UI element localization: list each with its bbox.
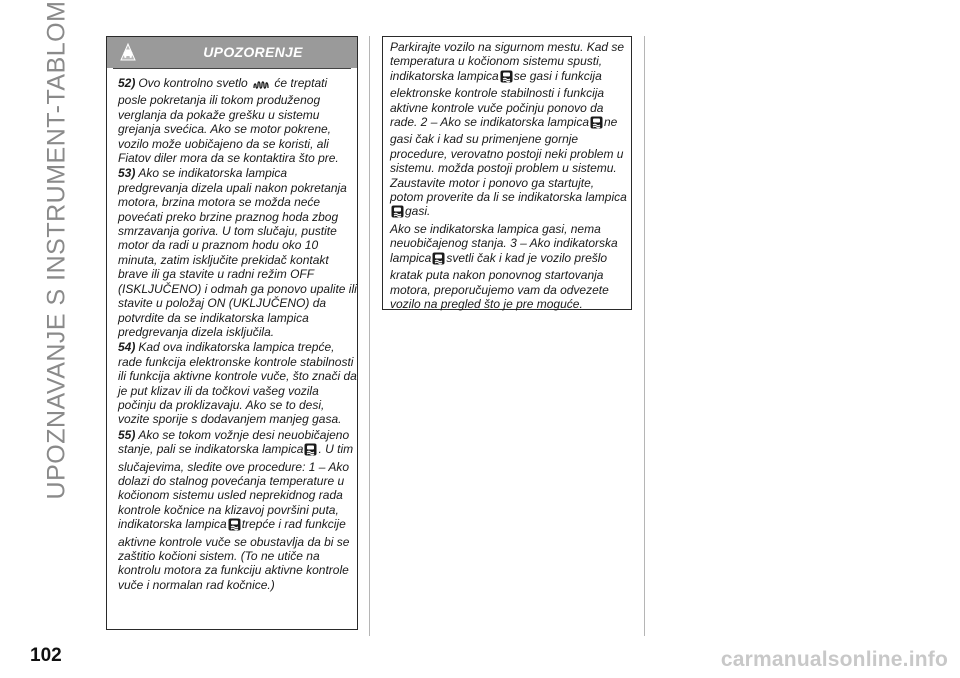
glow-plug-icon <box>252 79 270 93</box>
item-number: 53) <box>118 166 136 181</box>
stability-control-icon <box>500 70 513 86</box>
warning-item-54 <box>118 340 358 426</box>
continuation-paragraph <box>390 40 630 222</box>
warning-item-55 <box>118 428 358 592</box>
text-segment: se gasi i funkcija elektronske kontrole stabilnosti i funkcija aktivne kontrole vuče počinju ponovo da rade. 2 – Ako se indikatorska lampica <box>390 68 605 130</box>
stability-control-icon <box>590 116 603 132</box>
item-text: trepće i rad funkcije aktivne kontrole vuče se obustavlja da bi se zaštitio kočioni sistem. (To ne utiče na kontrolu motora za funkciju aktivne kontrole vuče i normalan rad kočnice.) <box>118 517 350 592</box>
item-text: će treptati posle pokretanja ili tokom produženog verglanja da pokaže grešku u sistemu grejanja svećica. Ako se motor pokrene, vozilo može uobičajeno da se koristi, ali Fiatov diler mora da se kontaktira što pre. <box>118 76 339 166</box>
warning-header <box>107 37 357 68</box>
continuation-box <box>382 36 632 310</box>
stability-control-icon <box>432 252 445 268</box>
section-title-vertical <box>30 0 84 500</box>
warning-item-53 <box>118 166 358 339</box>
warning-box <box>106 36 358 630</box>
warning-body <box>118 76 358 593</box>
continuation-paragraph <box>390 222 630 311</box>
item-text: Ovo kontrolno svetlo <box>138 76 248 90</box>
column-divider-1 <box>369 36 370 636</box>
item-text: Ako se indikatorska lampica predgrevanja dizela upali nakon pokretanja motora, brzina motora se možda neće povećati preko brzine praznog hoda zbog smrzavanja goriva. U tom slučaju, pustite motor da radi u praznom hodu oko 10 minuta, zatim isključite prekidač kontakt brave ili ga stavite u radni režim OFF (ISKLJUČENO) i odmah ga ponovo upalite ili stavite u položaj ON (UKLJUČENO) da potvrdite da se indikatorska lampica predgrevanja dizela isključila. <box>118 166 357 339</box>
car-warning-icon <box>107 37 149 68</box>
column-divider-2 <box>644 36 645 636</box>
item-text: Ako se tokom vožnje desi neuobičajeno stanje, pali se indikatorska lampica <box>118 427 350 457</box>
text-segment: ne gasi čak i kad su primenjene gornje procedure, verovatno postoji neki problem u sistemu. možda postoji problem u sistemu. Zaustavite motor i ponovo ga startujte, potom proverite da li se indikatorska lampica <box>390 115 627 205</box>
text-segment: Ako se indikatorska lampica gasi, nema neuobičajenog stanja. 3 – Ako indikatorska lampica <box>390 221 618 265</box>
warning-title: UPOZORENJE <box>203 44 303 60</box>
stability-control-icon <box>228 518 241 534</box>
stability-control-icon <box>391 205 404 221</box>
item-number: 52) <box>118 76 136 90</box>
section-title-text: UPOZNAVANJE S INSTRUMENT-TABLOM <box>42 0 71 500</box>
stability-control-icon <box>304 443 317 459</box>
header-separator <box>113 68 351 69</box>
page-number: 102 <box>30 645 62 666</box>
text-segment: svetli čak i kad je vozilo prešlo kratak puta nakon ponovnog startovanja motora, preporučujemo vam da odvezete vozilo na pregled što je pre moguće. <box>390 250 609 311</box>
text-segment: gasi. <box>405 204 431 219</box>
item-number: 55) <box>118 427 136 442</box>
continuation-body <box>390 40 630 311</box>
item-text: . U tim slučajevima, sledite ove procedure: 1 – Ako dolazi do stalnog povećanja temperature u kočionom sistemu usled neprekidnog rada kontrole kočnice na klizavoj površini puta, indikatorska lampica <box>118 442 354 532</box>
warning-item-52 <box>118 76 358 165</box>
watermark: carmanualsonline.info <box>720 648 948 671</box>
text-segment: Parkirajte vozilo na sigurnom mestu. Kad se temperatura u kočionom sistemu spusti, indikatorska lampica <box>390 40 625 83</box>
item-number: 54) <box>118 340 136 355</box>
item-text: Kad ova indikatorska lampica trepće, rade funkcija elektronske kontrole stabilnosti ili funkcija aktivne kontrole vuče, što znači da je put klizav ili da točkovi vašeg vozila počinju da proklizavaju. Ako se to desi, vozite sporije s dodavanjem manjeg gasa. <box>118 340 357 427</box>
